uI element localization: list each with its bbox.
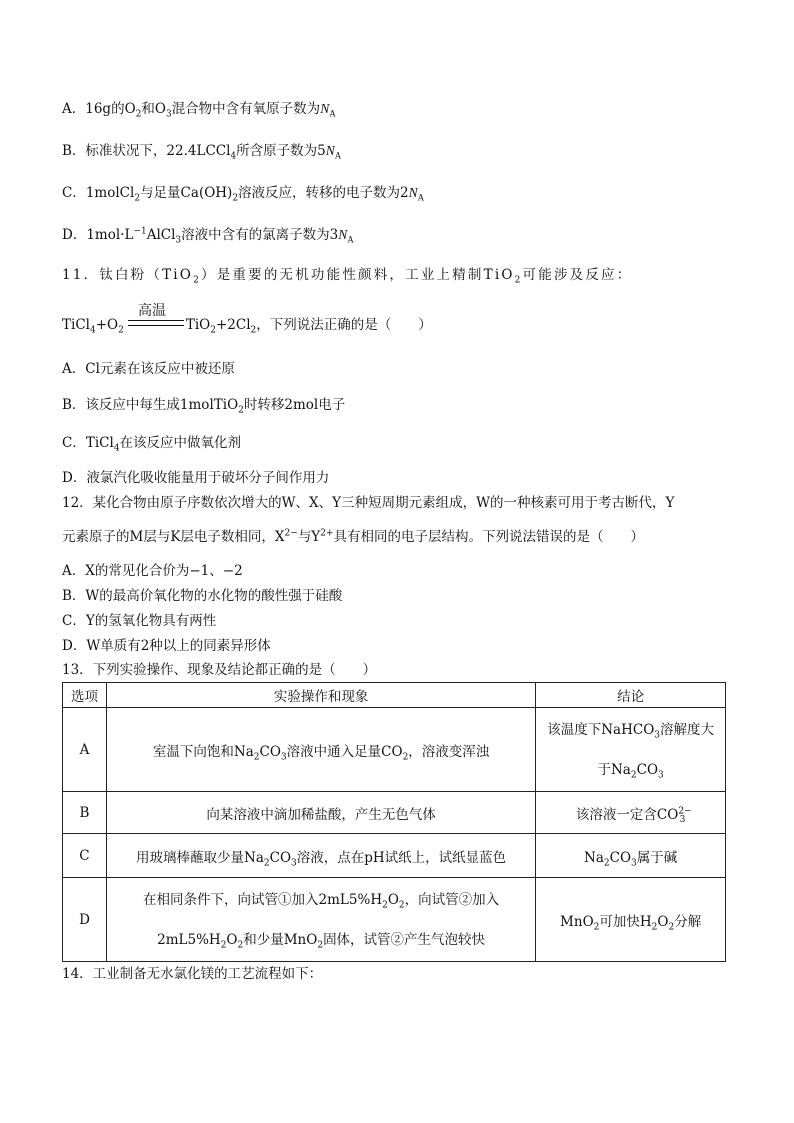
header-operation: 实验操作和现象	[106, 683, 535, 708]
row-operation: 室温下向饱和$Na_2CO_3$溶液中通入足量$CO_2$，溶液变浑浊	[106, 708, 535, 792]
q11-stem: 11．钛白粉（TiO$_2$）是重要的无机功能性颜料，工业上精制TiO$_2$可能涉及反应：	[62, 267, 633, 286]
table-row	[63, 708, 726, 792]
q12-option-c: C．Y的氢氧化物具有两性	[62, 613, 217, 629]
q10-option-d: D．$1mol\cdot L^{-1}AlCl_3$溶液中含有的氯离子数为$3N_A$	[62, 226, 354, 246]
q14-stem: 14．工业制备无水氯化镁的工艺流程如下：	[62, 966, 323, 982]
q11-option-c: C．TiCl$_4$在该反应中做氧化剂	[62, 435, 242, 454]
row-conclusion: MnO$_2$可加快$H_2O_2$分解	[536, 878, 726, 962]
q12-option-a: A．X的常见化合价为−1、−2	[62, 563, 243, 579]
table-row	[63, 834, 726, 878]
row-conclusion: 该温度下NaHCO$_3$溶解度大 于$Na_2CO_3$	[536, 708, 726, 792]
table-row	[63, 878, 726, 962]
q11-option-d: D．液氯汽化吸收能量用于破坏分子间作用力	[62, 470, 330, 486]
table-header-row	[63, 683, 726, 708]
row-conclusion: 该溶液一定含$CO^{2-}_3$	[536, 792, 726, 834]
q12-option-d: D．W单质有2种以上的同素异形体	[62, 638, 271, 654]
row-conclusion: $Na_2CO_3$属于碱	[536, 834, 726, 878]
q10-option-c: C．1molCl$_2$与足量$Ca(OH)_2$溶液反应，转移的电子数为$2N_A$	[62, 185, 425, 204]
q10-option-a: A．16g的$O_2$和$O_3$混合物中含有氧原子数为$N_A$	[62, 101, 336, 120]
q13-experiment-table	[62, 682, 726, 962]
row-option: D	[63, 878, 107, 962]
row-option: A	[63, 708, 107, 792]
q11-reaction-condition: 高温	[138, 303, 166, 319]
q12-stem-line2: 元素原子的M层与K层电子数相同，$X^{2-}$与$Y^{2+}$具有相同的电子层结构。下列说法错误的是（ ）	[62, 528, 645, 545]
header-option: 选项	[63, 683, 107, 708]
row-operation: 用玻璃棒蘸取少量$Na_2CO_3$溶液，点在pH试纸上，试纸显蓝色	[106, 834, 535, 878]
q11-option-a: A．Cl元素在该反应中被还原	[62, 361, 235, 377]
q11-option-b: B．该反应中每生成1molTiO$_2$时转移2mol电子	[62, 397, 346, 416]
q13-stem: 13．下列实验操作、现象及结论都正确的是（ ）	[62, 662, 377, 678]
row-operation: 在相同条件下，向试管①加入$2mL5\%H_2O_2$，向试管②加入 $2mL5\%H_2O_2$和少量MnO$_2$固体，试管②产生气泡较快	[106, 878, 535, 962]
q12-option-b: B．W的最高价氧化物的水化物的酸性强于硅酸	[62, 588, 343, 604]
q10-option-b: B．标准状况下，22.4LCCl$_4$所含原子数为$5N_A$	[62, 143, 342, 162]
header-conclusion: 结论	[536, 683, 726, 708]
q12-stem-line1: 12．某化合物由原子序数依次增大的W、X、Y三种短周期元素组成，W的一种核素可用于考古断代，Y	[62, 495, 675, 511]
row-option: C	[63, 834, 107, 878]
row-operation: 向某溶液中滴加稀盐酸，产生无色气体	[106, 792, 535, 834]
table-row	[63, 792, 726, 834]
q11-equation: $TiCl_4+O_2$ $TiO_2+2Cl_2$，下列说法正确的是（ ）	[62, 317, 432, 336]
row-option: B	[63, 792, 107, 834]
